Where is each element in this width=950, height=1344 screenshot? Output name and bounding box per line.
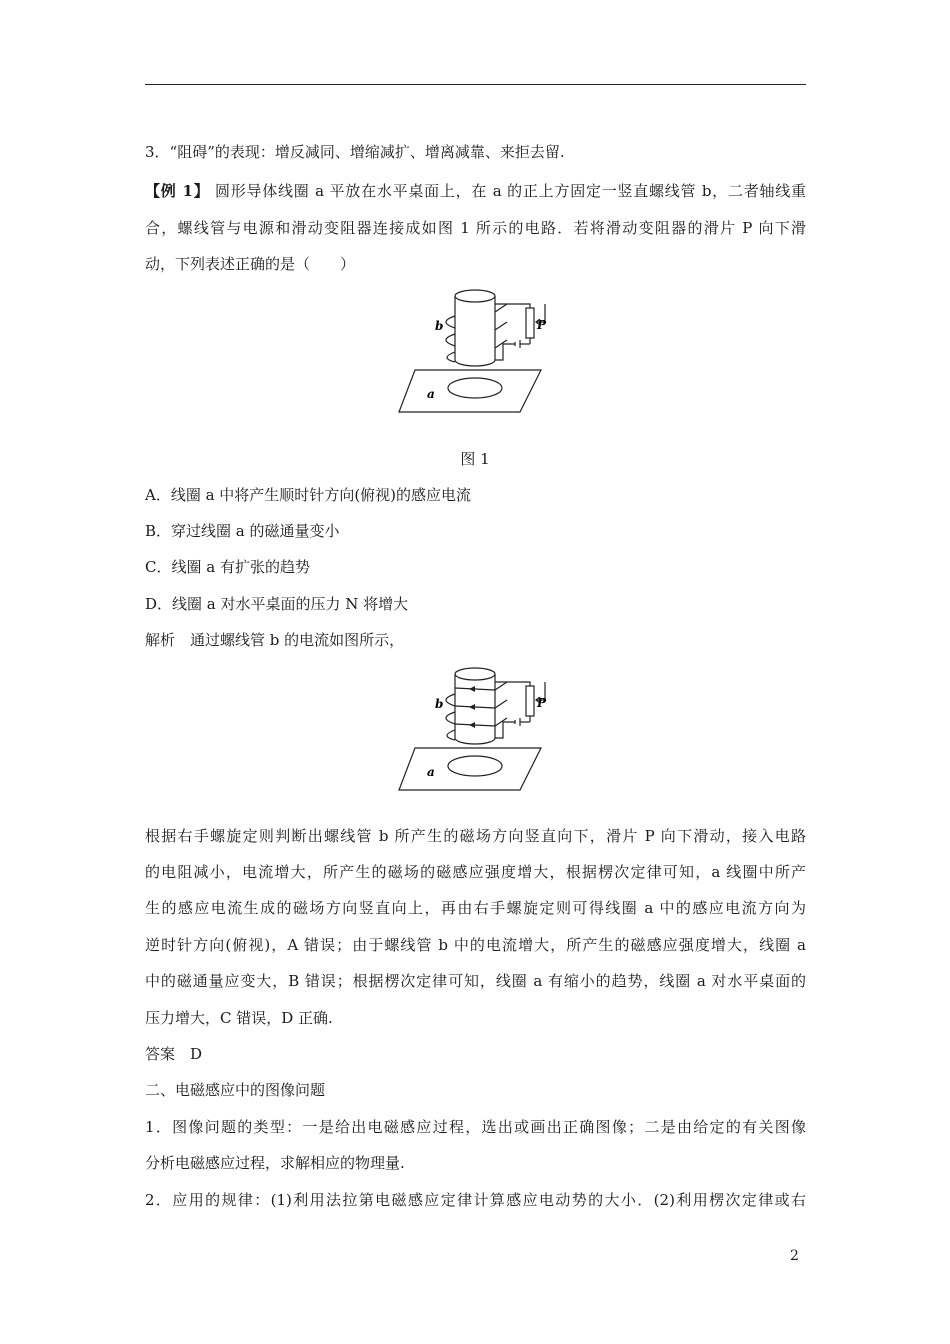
analysis-line-4: 逆时针方向(俯视)，A 错误；由于螺线管 b 中的电流增大，所产生的磁感应强度增大，线圈 a [145, 936, 806, 954]
analysis-line-6: 压力增大，C 错误，D 正确. [145, 1009, 333, 1027]
figure-caption: 图 1 [460, 450, 490, 468]
label-p-2: P [537, 696, 547, 710]
option-c: C．线圈 a 有扩张的趋势 [145, 558, 310, 576]
example-tag: 【例 1】 [145, 182, 210, 200]
analysis-line-3: 生的感应电流生成的磁场方向竖直向上，再由右手螺旋定则可得线圈 a 中的感应电流方向为 [145, 899, 806, 917]
answer: 答案 D [145, 1045, 203, 1063]
header-rule [145, 84, 806, 85]
section-2-point-2: 2．应用的规律：(1)利用法拉第电磁感应定律计算感应电动势的大小．(2)利用楞次定律或右 [145, 1191, 806, 1209]
label-p: P [537, 318, 547, 332]
section-2-point-1-line-1: 1．图像问题的类型：一是给出电磁感应过程，选出或画出正确图像；二是由给定的有关图像 [145, 1118, 806, 1136]
rheostat [526, 308, 534, 338]
figure-1-solenoid [395, 282, 555, 414]
example-text: 圆形导体线圈 a 平放在水平桌面上，在 a 的正上方固定一竖直螺线管 b，二者轴线重 [209, 182, 806, 200]
analysis-line-5: 中的磁通量应变大，B 错误；根据楞次定律可知，线圈 a 有缩小的趋势，线圈 a 对水平桌面的 [145, 972, 806, 990]
page-number: 2 [790, 1248, 799, 1264]
label-a: a [427, 387, 435, 401]
option-a: A．线圈 a 中将产生顺时针方向(俯视)的感应电流 [145, 486, 472, 504]
label-b: b [435, 319, 444, 333]
table-plane [399, 370, 541, 412]
section-2-heading: 二、电磁感应中的图像问题 [145, 1081, 326, 1099]
example-1-line-2: 合，螺线管与电源和滑动变阻器连接成如图 1 所示的电路．若将滑动变阻器的滑片 P 向下滑 [145, 219, 806, 237]
point-3: 3．“阻碍”的表现：增反减同、增缩减扩、增离减靠、来拒去留. [145, 143, 565, 161]
analysis-line-1: 根据右手螺旋定则判断出螺线管 b 所产生的磁场方向竖直向下，滑片 P 向下滑动，接入电路 [145, 827, 806, 845]
label-a-2: a [427, 765, 435, 779]
example-1-line-3: 动，下列表述正确的是（ ） [145, 255, 356, 273]
figure-solenoid-current [395, 660, 555, 792]
analysis-line-2: 的电阻减小，电流增大，所产生的磁场的磁感应强度增大，根据楞次定律可知，a 线圈中所产 [145, 863, 806, 881]
example-1-line-1 [145, 181, 806, 201]
analysis-heading: 解析 通过螺线管 b 的电流如图所示， [145, 631, 405, 649]
option-d: D．线圈 a 对水平桌面的压力 N 将增大 [145, 595, 409, 613]
option-b: B．穿过线圈 a 的磁通量变小 [145, 522, 340, 540]
label-b-2: b [435, 697, 444, 711]
section-2-point-1-line-2: 分析电磁感应过程，求解相应的物理量. [145, 1154, 405, 1172]
coil-a [448, 378, 502, 398]
